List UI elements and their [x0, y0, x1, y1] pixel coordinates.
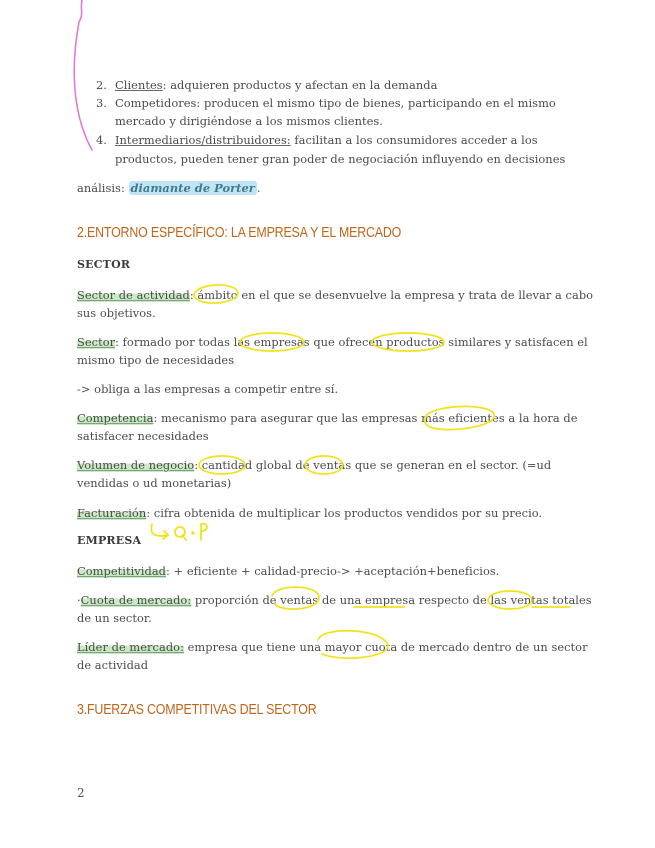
list-item-intermediarios: [115, 131, 538, 149]
sector-actividad-line2: sus objetivos.: [77, 306, 156, 320]
analysis-label: análisis:: [77, 181, 129, 195]
competitividad-line: [77, 562, 499, 580]
list-item-competidores-line1: Competidores: producen el mismo tipo de bienes, participando en el mismo: [115, 96, 556, 110]
sector-line2: mismo tipo de necesidades: [77, 353, 235, 367]
cuota-line2: de un sector.: [77, 611, 152, 625]
term-facturacion: Facturación: [77, 506, 147, 520]
term-sector: Sector: [77, 335, 116, 349]
term-competitividad: Competitividad: [77, 564, 166, 578]
definition-text: : formado por todas las empresas que ofrecen productos similares y satisfacen el: [115, 335, 588, 349]
term-lider: Líder de mercado:: [77, 640, 184, 654]
empresa-heading: EMPRESA: [77, 534, 142, 547]
list-number: 2.: [96, 78, 107, 92]
analysis-line: [77, 179, 260, 197]
porter-highlight: diamante de Porter: [130, 181, 255, 195]
definition-text: facilitan a los consumidores acceder a los: [290, 133, 538, 147]
volumen-line1: [77, 456, 551, 474]
term-cuota: Cuota de mercado:: [80, 593, 192, 607]
lider-line1: [77, 638, 588, 656]
bullet-dot: ·: [77, 593, 81, 607]
definition-text: : ámbito en el que se desenvuelve la empresa y trata de llevar a cabo: [189, 288, 594, 302]
list-item-intermediarios-line2: productos, pueden tener gran poder de negociación influyendo en decisiones: [115, 152, 566, 166]
pink-bracket-ink: [74, 0, 92, 150]
section-3-title: 3.FUERZAS COMPETITIVAS DEL SECTOR: [77, 702, 317, 718]
cuota-line1: [77, 591, 592, 609]
definition-text: : cantidad global de ventas que se generan en el sector. (=ud: [194, 458, 552, 472]
term-clientes: Clientes: [115, 78, 163, 92]
obliga-line: -> obliga a las empresas a competir entre sí.: [77, 382, 339, 396]
definition-text: : + eficiente + calidad-precio-> +aceptación+beneficios.: [166, 564, 500, 578]
list-number: 4.: [96, 133, 107, 147]
definition-text: : adquieren productos y afectan en la demanda: [162, 78, 438, 92]
definition-text: proporción de ventas de una empresa respecto de las ventas totales: [191, 593, 592, 607]
sector-heading: SECTOR: [77, 258, 131, 271]
volumen-line2: vendidas o ud monetarias): [77, 476, 232, 490]
competencia-line2: satisfacer necesidades: [77, 429, 209, 443]
definition-text: : cifra obtenida de multiplicar los productos vendidos por su precio.: [146, 506, 543, 520]
page-number: 2: [77, 786, 85, 800]
definition-text: : mecanismo para asegurar que las empresas más eficientes a la hora de: [153, 411, 578, 425]
sector-actividad-line1: [77, 286, 593, 304]
section-2-title: 2.ENTORNO ESPECÍFICO: LA EMPRESA Y EL MERCADO: [77, 225, 402, 241]
definition-text: empresa que tiene una mayor cuota de mercado dentro de un sector: [183, 640, 588, 654]
sector-line1: [77, 333, 588, 351]
term-competencia: Competencia: [77, 411, 154, 425]
term-volumen: Volumen de negocio: [77, 458, 195, 472]
handwritten-qp: [151, 524, 207, 540]
list-number: 3.: [96, 96, 107, 110]
analysis-suffix: .: [256, 181, 261, 195]
facturacion-line: [77, 504, 542, 522]
term-intermediarios: Intermediarios/distribuidores:: [115, 133, 291, 147]
lider-line2: de actividad: [77, 658, 149, 672]
list-item-clientes: [115, 76, 437, 94]
term-sector-actividad: Sector de actividad: [77, 288, 190, 302]
list-item-competidores-line2: mercado y dirigiéndose a los mismos clientes.: [115, 114, 383, 128]
competencia-line1: [77, 409, 578, 427]
